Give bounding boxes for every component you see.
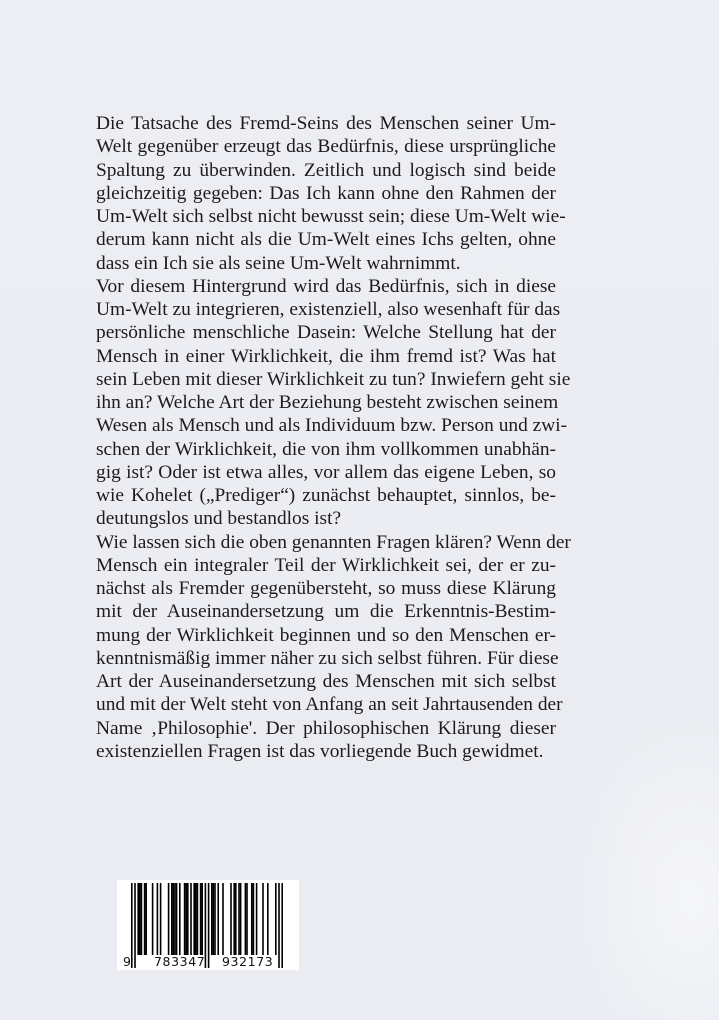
blurb-line: Wesen als Mensch und als Individuum bzw. Person und zwi-: [96, 415, 568, 437]
blurb-line: kenntnismäßig immer näher zu sich selbst führen. Für diese: [96, 647, 559, 669]
blurb-line: existenziellen Fragen ist das vorliegende Buch gewidmet.: [96, 740, 544, 762]
barcode-right-digits: 932173: [222, 954, 274, 969]
blurb-line: mung der Wirklichkeit beginnen und so den Menschen er-: [96, 624, 556, 646]
blurb-line: Um-Welt sich selbst nicht bewusst sein; diese Um-Welt wie-: [96, 206, 566, 227]
barcode-first-digit: 9: [123, 954, 132, 969]
blurb-line: derum kann nicht als die Um-Welt eines Ichs gelten, ohne: [96, 229, 556, 251]
blurb-line: Mensch in einer Wirklichkeit, die ihm fremd ist? Was hat: [96, 345, 556, 367]
blurb-line: Vor diesem Hintergrund wird das Bedürfnis, sich in diese: [96, 275, 556, 297]
blurb-line: nächst als Fremder gegenübersteht, so muss diese Klärung: [96, 578, 556, 599]
blurb-line: Welt gegenüber erzeugt das Bedürfnis, diese ursprüngliche: [96, 136, 556, 158]
blurb-line: Name ‚Philosophie'. Der philosophischen Klärung dieser: [96, 717, 556, 739]
blurb-line: Mensch ein integraler Teil der Wirklichkeit sei, der er zu-: [96, 554, 556, 576]
isbn-barcode: [117, 880, 299, 970]
blurb-line: wie Kohelet („Prediger“) zunächst behauptet, sinnlos, be-: [96, 485, 556, 506]
blurb-line: Wie lassen sich die oben genannten Fragen klären? Wenn der: [96, 531, 571, 553]
blurb-line: gig ist? Oder ist etwa alles, vor allem das eigene Leben, so: [96, 461, 556, 483]
blurb-line: Die Tatsache des Fremd-Seins des Menschen seiner Um-: [96, 113, 556, 134]
blurb-line: mit der Auseinandersetzung um die Erkenntnis-Bestim-: [96, 601, 556, 623]
blurb-line: deutungslos und bestandlos ist?: [96, 508, 342, 530]
blurb-line: dass ein Ich sie als seine Um-Welt wahrnimmt.: [96, 252, 461, 274]
blurb-line: schen der Wirklichkeit, die von ihm vollkommen unabhän-: [96, 438, 556, 460]
blurb-line: Um-Welt zu integrieren, existenziell, also wesenhaft für das: [96, 299, 561, 320]
blurb-line: gleichzeitig gegeben: Das Ich kann ohne den Rahmen der: [96, 182, 556, 204]
blurb-line: sein Leben mit dieser Wirklichkeit zu tun? Inwiefern geht sie: [96, 368, 571, 390]
blurb-line: und mit der Welt steht von Anfang an seit Jahrtausenden der: [96, 694, 563, 716]
blurb-line: persönliche menschliche Dasein: Welche Stellung hat der: [96, 322, 556, 344]
blurb-line: Art der Auseinandersetzung des Menschen mit sich selbst: [96, 671, 556, 692]
blurb-line: ihn an? Welche Art der Beziehung besteht zwischen seinem: [96, 392, 559, 413]
blurb-line: Spaltung zu überwinden. Zeitlich und logisch sind beide: [96, 159, 556, 181]
blurb-text: [96, 112, 571, 763]
barcode-left-digits: 783347: [154, 954, 206, 969]
